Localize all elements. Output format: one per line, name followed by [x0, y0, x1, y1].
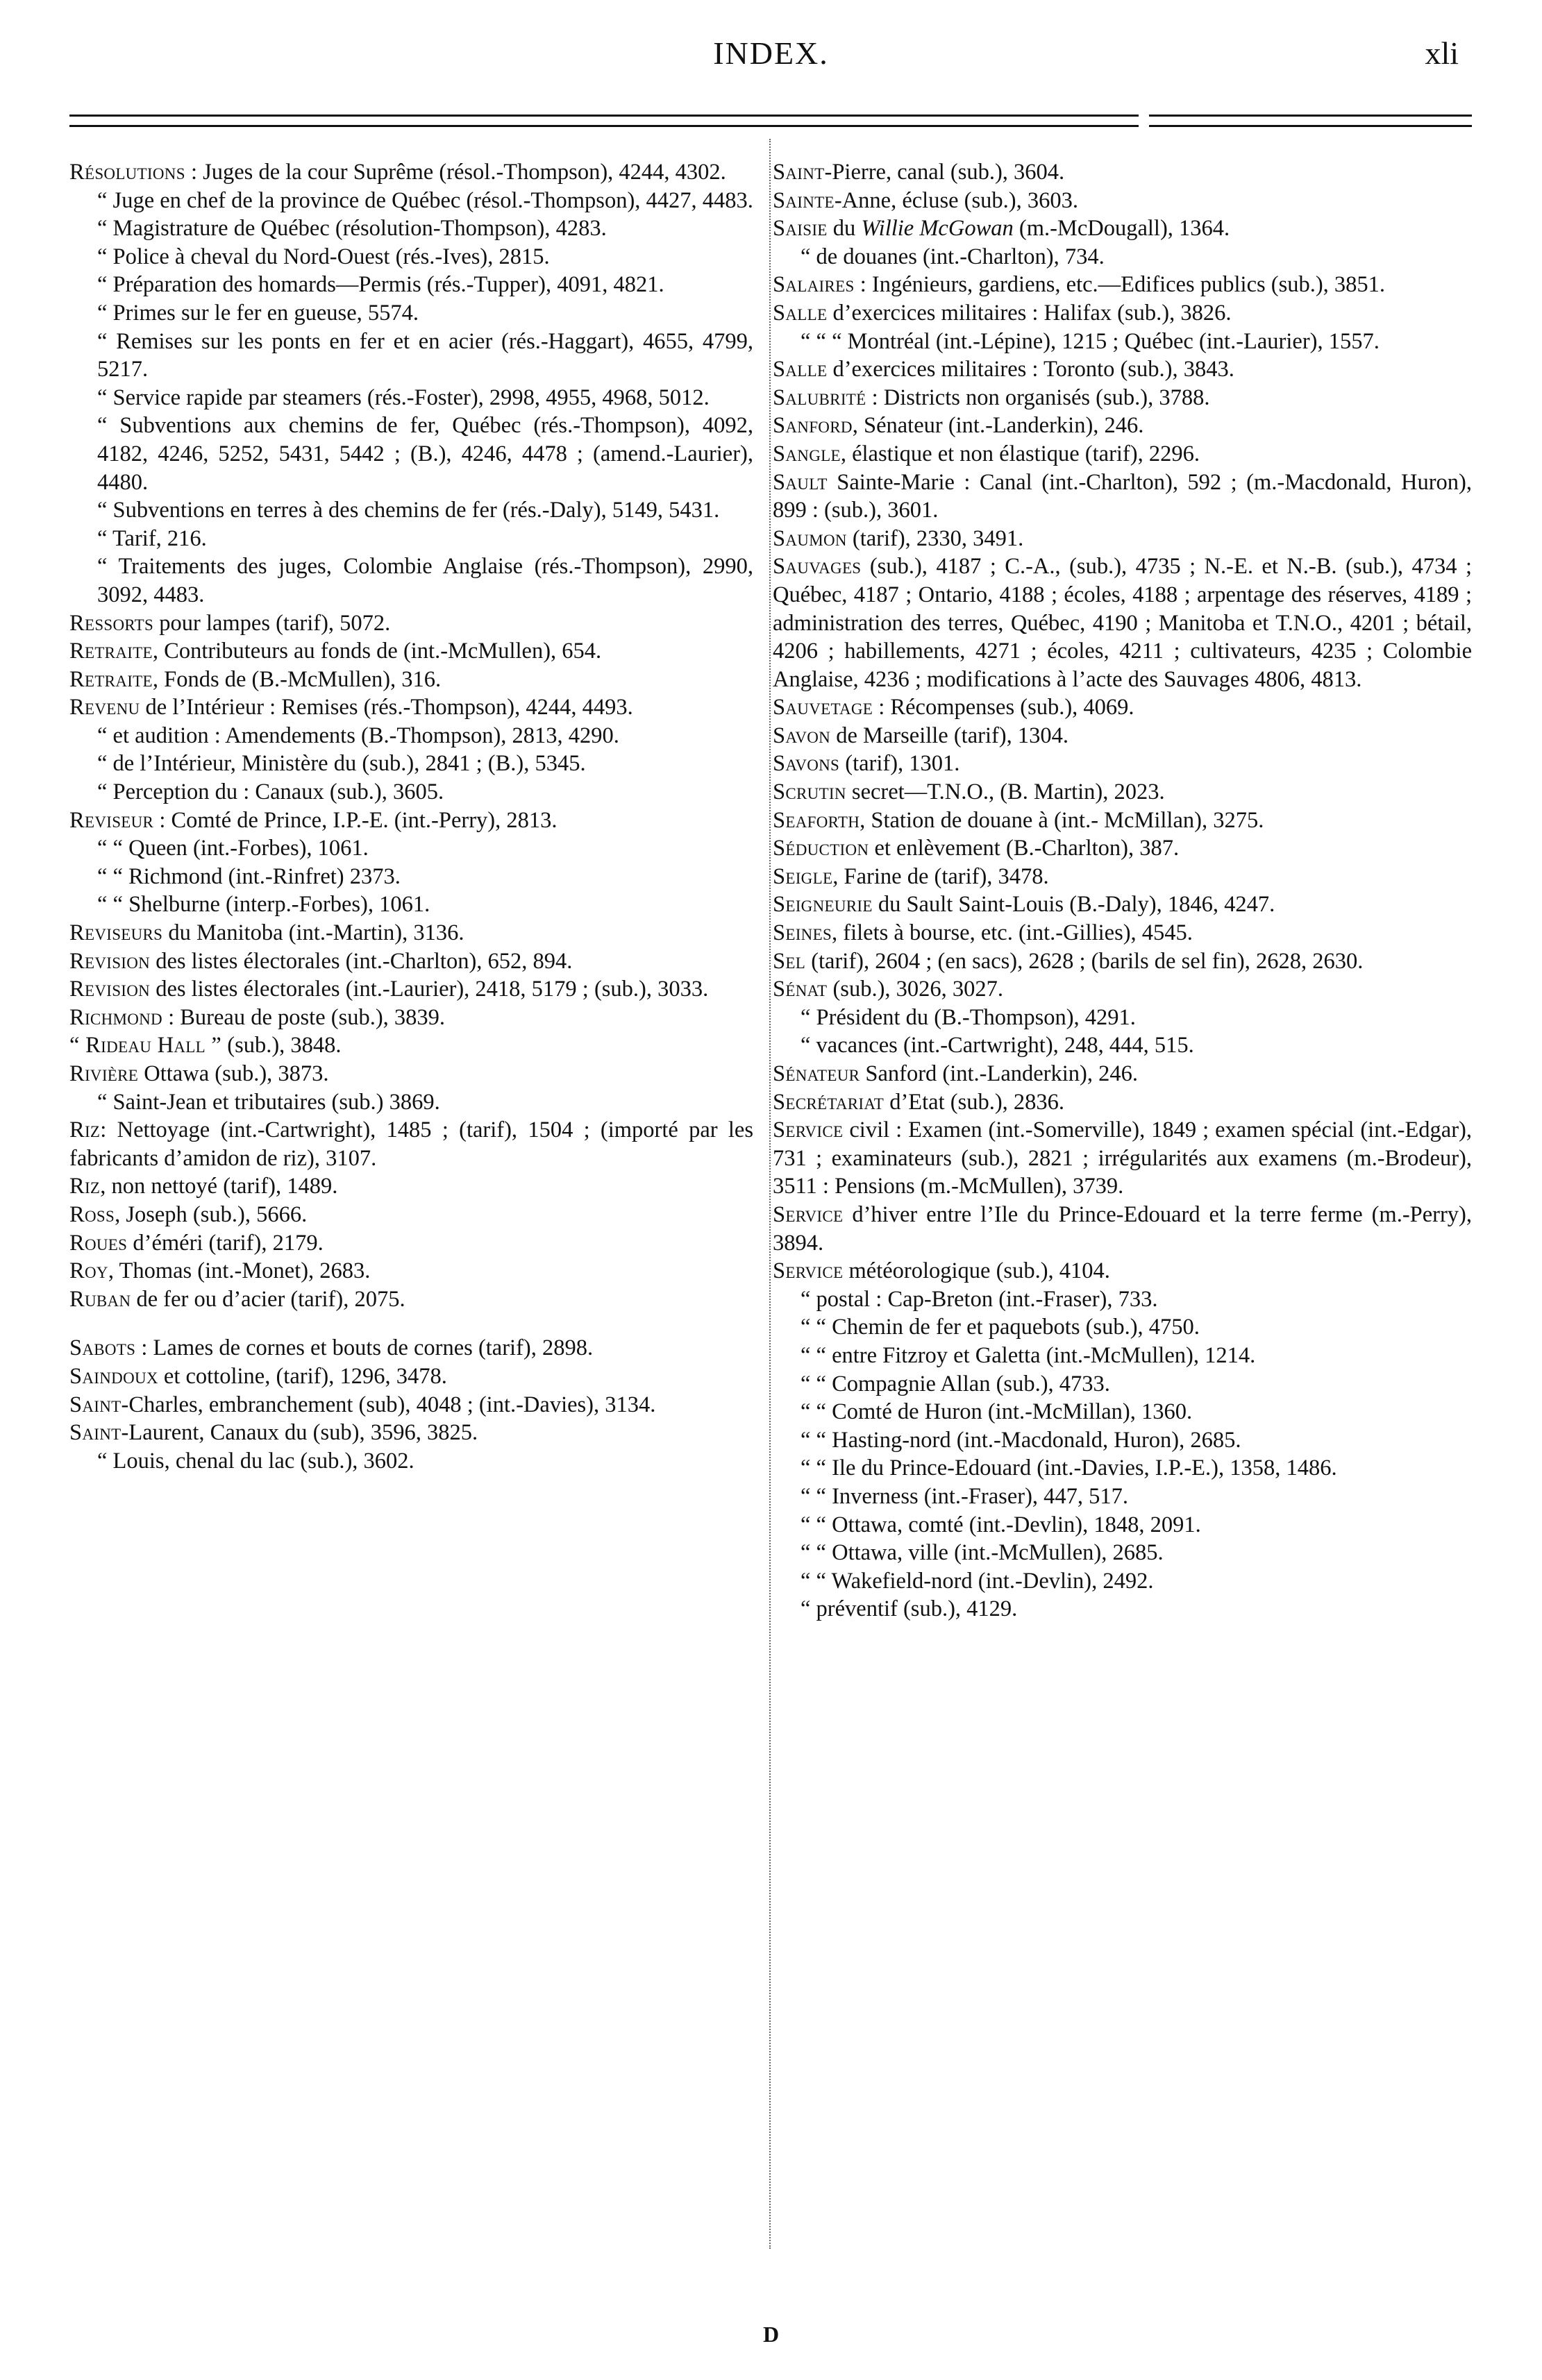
index-subentry: [69, 722, 753, 750]
index-entry: [773, 891, 1472, 919]
entry-text: “ Juge en chef de la province de Québec (résol.-Thompson), 4427, 4483.: [97, 187, 753, 213]
entry-text: : Récompenses (sub.), 4069.: [873, 695, 1134, 720]
entry-text: “ Primes sur le fer en gueuse, 5574.: [97, 300, 419, 326]
entry-heading: Résolutions: [69, 160, 185, 185]
index-subentry: [773, 1539, 1472, 1567]
entry-text: “ Subventions en terres à des chemins de fer (rés.-Daly), 5149, 5431.: [97, 498, 720, 523]
index-entry: [773, 1201, 1472, 1257]
entry-heading: Riz: [69, 1117, 101, 1143]
entry-text: “ “ Wakefield-nord (int.-Devlin), 2492.: [801, 1568, 1154, 1594]
entry-text: , Fonds de (B.-McMullen), 316.: [152, 666, 442, 692]
entry-text: d’éméri (tarif), 2179.: [127, 1230, 324, 1256]
entry-heading: Sauvetage: [773, 695, 873, 720]
entry-heading: Roy: [69, 1258, 108, 1284]
entry-heading: Service: [773, 1258, 844, 1284]
entry-text: “ Police à cheval du Nord-Ouest (rés.-Ives), 2815.: [97, 244, 550, 269]
index-subentry: [773, 1595, 1472, 1623]
index-entry: [773, 750, 1472, 778]
entry-heading: Seines: [773, 920, 832, 946]
entry-heading: Retraite: [69, 639, 153, 664]
entry-text: “ Service rapide par steamers (rés.-Foster), 2998, 4955, 4968, 5012.: [97, 385, 710, 410]
entry-text: “ Tarif, 216.: [97, 525, 207, 551]
entry-text: “ “ Ottawa, ville (int.-McMullen), 2685.: [801, 1540, 1164, 1566]
entry-heading: Savons: [773, 751, 840, 777]
entry-heading: Salubrité: [773, 385, 866, 410]
entry-text: “ “ entre Fitzroy et Galetta (int.-McMullen), 1214.: [801, 1342, 1256, 1368]
entry-text: : Juges de la cour Suprême (résol.-Thompson), 4244, 4302.: [185, 160, 726, 185]
entry-text: “ Remises sur les ponts en fer et en acier (rés.-Haggart), 4655, 4799, 5217.: [97, 328, 753, 382]
entry-heading: Retraite: [69, 666, 153, 692]
entry-text: “ postal : Cap-Breton (int.-Fraser), 733.: [801, 1286, 1158, 1312]
entry-text: , Contributeurs au fonds de (int.-McMullen), 654.: [152, 639, 602, 664]
index-subentry: [773, 1454, 1472, 1483]
entry-text: “ et audition : Amendements (B.-Thompson), 2813, 4290.: [97, 723, 619, 748]
entry-heading: Ruban: [69, 1286, 131, 1312]
page-title: INDEX.: [713, 35, 829, 71]
index-entry: [69, 158, 753, 187]
entry-text: “ Président du (B.-Thompson), 4291.: [801, 1004, 1136, 1030]
index-subentry: [69, 243, 753, 271]
index-subentry: [773, 1426, 1472, 1455]
index-entry: [69, 1031, 753, 1060]
index-entry: [69, 1229, 753, 1258]
entry-text: “ “ Queen (int.-Forbes), 1061.: [97, 836, 369, 861]
index-entry: [773, 1088, 1472, 1117]
entry-text: d’exercices militaires : Halifax (sub.), 3826.: [827, 300, 1232, 326]
entry-heading: Sault: [773, 469, 828, 495]
entry-text: “ de douanes (int.-Charlton), 734.: [801, 244, 1105, 269]
entry-text: “ Préparation des homards—Permis (rés.-Tupper), 4091, 4821.: [97, 272, 664, 298]
index-entry: [773, 469, 1472, 525]
entry-heading: Secrétariat: [773, 1089, 885, 1115]
index-subentry: [69, 187, 753, 215]
entry-text: Sanford (int.-Landerkin), 246.: [860, 1061, 1138, 1086]
index-subentry: [69, 525, 753, 553]
entry-heading: Saumon: [773, 525, 847, 551]
entry-text: (sub.), 3848.: [221, 1033, 342, 1058]
entry-heading: Riz: [69, 1174, 101, 1199]
index-entry: [69, 919, 753, 947]
entry-text: “ “ Inverness (int.-Fraser), 447, 517.: [801, 1483, 1129, 1509]
entry-text: , élastique et non élastique (tarif), 2296.: [840, 441, 1200, 466]
section-gap: [69, 1313, 753, 1334]
entry-text: et enlèvement (B.-Charlton), 387.: [869, 836, 1180, 861]
entry-text: (m.-McDougall), 1364.: [1013, 216, 1230, 242]
entry-text: “ “ Hasting-nord (int.-Macdonald, Huron), 2685.: [801, 1427, 1241, 1453]
entry-text: : Districts non organisés (sub.), 3788.: [866, 385, 1210, 410]
index-subentry: [69, 328, 753, 384]
index-entry: [773, 863, 1472, 891]
entry-text: météorologique (sub.), 4104.: [843, 1258, 1110, 1284]
index-entry: [773, 525, 1472, 553]
index-subentry: [69, 891, 753, 919]
entry-text: “ Saint-Jean et tributaires (sub.) 3869.: [97, 1089, 440, 1115]
entry-text: d’exercices militaires : Toronto (sub.), 3843.: [827, 357, 1234, 382]
entry-text: , Station de douane à (int.- McMillan), 3275.: [860, 807, 1264, 833]
index-entry: [69, 1116, 753, 1172]
index-entry: [69, 1334, 753, 1362]
entry-heading: Reviseurs: [69, 920, 163, 946]
entry-text: de fer ou d’acier (tarif), 2075.: [131, 1286, 405, 1312]
entry-heading: Seaforth: [773, 807, 860, 833]
entry-text: “ préventif (sub.), 4129.: [801, 1596, 1018, 1622]
entry-heading: Salle: [773, 300, 828, 326]
entry-heading: Ressorts: [69, 610, 154, 636]
index-entry: [69, 1362, 753, 1391]
entry-text: Ottawa (sub.), 3873.: [138, 1061, 329, 1086]
entry-text: , Sénateur (int.-Landerkin), 246.: [852, 413, 1144, 439]
index-entry: [773, 412, 1472, 440]
entry-heading: Sauvages: [773, 554, 862, 580]
index-subentry: [69, 863, 753, 891]
index-entry: [773, 1116, 1472, 1201]
index-subentry: [69, 778, 753, 807]
entry-text: “ Perception du : Canaux (sub.), 3605.: [97, 779, 444, 805]
entry-text: “ de l’Intérieur, Ministère du (sub.), 2841 ; (B.), 5345.: [97, 751, 586, 777]
entry-heading: Revenu: [69, 695, 140, 720]
index-entry: [773, 947, 1472, 976]
entry-text: : Comté de Prince, I.P.-E. (int.-Perry), 2813.: [153, 807, 558, 833]
entry-text: secret—T.N.O., (B. Martin), 2023.: [846, 779, 1165, 805]
entry-text: “ Subventions aux chemins de fer, Québec (rés.-Thompson), 4092, 4182, 4246, 5252, 5431, 5442 ; (B.), 4246, 4478 ; (amend.-Laurier), 4480.: [97, 413, 753, 495]
entry-text: du: [827, 216, 862, 242]
entry-heading: Sénateur: [773, 1061, 860, 1086]
entry-heading: Séduction: [773, 836, 869, 861]
entry-text: “ “ Comté de Huron (int.-McMillan), 1360.: [801, 1399, 1193, 1425]
entry-text: (tarif), 2330, 3491.: [846, 525, 1024, 551]
entry-text: du Sault Saint-Louis (B.-Daly), 1846, 4247.: [872, 892, 1275, 918]
index-subentry: [773, 1313, 1472, 1342]
index-entry: [69, 1257, 753, 1285]
index-entry: [69, 1419, 753, 1447]
entry-heading: Sainte: [773, 187, 835, 213]
index-entry: [773, 299, 1472, 328]
entry-heading: Sénat: [773, 977, 828, 1002]
entry-heading: Rivière: [69, 1061, 139, 1086]
entry-heading: Salle: [773, 357, 828, 382]
entry-text: : Bureau de poste (sub.), 3839.: [162, 1004, 446, 1030]
index-entry: [773, 1257, 1472, 1285]
index-entry: [773, 158, 1472, 187]
entry-heading: Roues: [69, 1230, 128, 1256]
index-entry: [773, 778, 1472, 807]
index-entry: [773, 384, 1472, 412]
index-subentry: [773, 1285, 1472, 1314]
index-entry: [69, 1391, 753, 1419]
entry-heading: Seigneurie: [773, 892, 873, 918]
entry-heading: Sangle: [773, 441, 841, 466]
index-subentry: [69, 1447, 753, 1476]
entry-text: d’hiver entre l’Ile du Prince-Edouard et la terre ferme (m.-Perry), 3894.: [773, 1201, 1472, 1256]
entry-text: pour lampes (tarif), 5072.: [153, 610, 391, 636]
index-entry: [773, 440, 1472, 469]
entry-heading: Sel: [773, 948, 806, 974]
signature-mark: D: [762, 2322, 780, 2347]
entry-heading: Service: [773, 1201, 844, 1227]
entry-text: “ “ Ile du Prince-Edouard (int.-Davies, I.P.-E.), 1358, 1486.: [801, 1455, 1337, 1481]
index-subentry: [69, 214, 753, 243]
entry-heading: Saint: [69, 1420, 121, 1446]
index-entry: [773, 807, 1472, 835]
entry-text: “ “ Chemin de fer et paquebots (sub.), 4750.: [801, 1315, 1200, 1340]
index-entry: [69, 609, 753, 638]
index-subentry: [69, 552, 753, 609]
entry-text: : Ingénieurs, gardiens, etc.—Edifices publics (sub.), 3851.: [854, 272, 1386, 298]
index-entry: [69, 1004, 753, 1032]
index-subentry: [773, 1004, 1472, 1032]
entry-heading: Reviseur: [69, 807, 154, 833]
index-entry: [69, 1172, 753, 1201]
index-entry: [773, 919, 1472, 947]
page-header: [0, 35, 1542, 90]
entry-text: -Pierre, canal (sub.), 3604.: [824, 160, 1065, 185]
page-number: xli: [1425, 35, 1459, 71]
index-subentry: [773, 1031, 1472, 1060]
entry-heading: Richmond: [69, 1004, 162, 1030]
index-entry: [69, 637, 753, 666]
index-subentry: [69, 271, 753, 299]
entry-text: -Charles, embranchement (sub), 4048 ; (int.-Davies), 3134.: [121, 1392, 656, 1417]
entry-text: , filets à bourse, etc. (int.-Gillies), 4545.: [832, 920, 1193, 946]
entry-heading: Service: [773, 1117, 844, 1143]
index-entry: [773, 271, 1472, 299]
index-subentry: [69, 299, 753, 328]
index-entry: [69, 1060, 753, 1088]
index-subentry: [773, 1370, 1472, 1399]
index-column-left: [69, 158, 753, 1475]
index-entry: [773, 214, 1472, 243]
entry-text: (tarif), 1301.: [839, 751, 960, 777]
entry-italic: Willie McGowan: [861, 216, 1014, 242]
entry-text: , Thomas (int.-Monet), 2683.: [108, 1258, 371, 1284]
index-subentry: [773, 1398, 1472, 1426]
entry-text: “ “ Ottawa, comté (int.-Devlin), 1848, 2091.: [801, 1512, 1201, 1537]
entry-text: (sub.), 3026, 3027.: [827, 977, 1004, 1002]
index-entry: [69, 693, 753, 722]
index-entry: [773, 722, 1472, 750]
index-entry: [773, 834, 1472, 863]
entry-heading: Scrutin: [773, 779, 846, 805]
index-subentry: [773, 1567, 1472, 1596]
header-rule-left: [69, 115, 1139, 127]
entry-heading: Saindoux: [69, 1363, 158, 1389]
entry-text: -Laurent, Canaux du (sub), 3596, 3825.: [121, 1420, 478, 1446]
entry-text: “ “ Compagnie Allan (sub.), 4733.: [801, 1371, 1110, 1396]
index-entry: [773, 187, 1472, 215]
entry-heading: Saint: [69, 1392, 121, 1417]
entry-text: : Nettoyage (int.-Cartwright), 1485 ; (tarif), 1504 ; (importé par les fabricants d’amidon de riz), 3107.: [69, 1117, 753, 1171]
index-entry: [69, 975, 753, 1004]
index-subentry: [773, 243, 1472, 271]
index-subentry: [69, 384, 753, 412]
entry-text: du Manitoba (int.-Martin), 3136.: [162, 920, 464, 946]
index-entry: [773, 552, 1472, 693]
entry-text: , Joseph (sub.), 5666.: [115, 1201, 308, 1227]
entry-text: d’Etat (sub.), 2836.: [884, 1089, 1065, 1115]
index-subentry: [773, 1342, 1472, 1370]
entry-heading: Seigle: [773, 863, 833, 889]
entry-heading: Saint: [773, 160, 825, 185]
entry-text: (sub.), 4187 ; C.-A., (sub.), 4735 ; N.-E. et N.-B. (sub.), 4734 ; Québec, 4187 ; Ontario, 4188 ; écoles, 4188 ; arpentage des réserves, 4189 ; administration des terres, Québec, 4190 ; Manitoba et T.N.O., 4201 ; bétail, 4206 ; habillements, 4271 ; écoles, 4211 ; cultivateurs, 4235 ; Colombie Anglaise, 4236 ; modifications à l’acte des Sauvages 4806, 4813.: [773, 554, 1472, 692]
entry-text: des listes électorales (int.-Charlton), 652, 894.: [150, 948, 573, 974]
entry-heading: Sabots: [69, 1335, 136, 1361]
entry-heading: Savon: [773, 723, 831, 748]
index-column-right: [773, 158, 1472, 1623]
entry-heading: Saisie: [773, 216, 828, 242]
entry-text: “ vacances (int.-Cartwright), 248, 444, 515.: [801, 1033, 1194, 1058]
entry-text: : Lames de cornes et bouts de cornes (tarif), 2898.: [135, 1335, 594, 1361]
index-entry: [69, 807, 753, 835]
index-subentry: [773, 1483, 1472, 1511]
entry-text: Sainte-Marie : Canal (int.-Charlton), 592 ; (m.-Macdonald, Huron), 899 : (sub.), 3601.: [773, 469, 1472, 523]
index-subentry: [69, 834, 753, 863]
index-entry: [773, 693, 1472, 722]
index-subentry: [69, 496, 753, 525]
entry-heading: Revision: [69, 948, 151, 974]
index-entry: [69, 666, 753, 694]
index-entry: [69, 947, 753, 976]
entry-text: “ Magistrature de Québec (résolution-Thompson), 4283.: [97, 216, 607, 242]
entry-heading: Sanford: [773, 413, 853, 439]
entry-heading: Ross: [69, 1201, 115, 1227]
entry-heading: Revision: [69, 977, 151, 1002]
header-rule-right: [1149, 115, 1472, 127]
index-subentry: [773, 1511, 1472, 1539]
entry-text: “ “ Shelburne (interp.-Forbes), 1061.: [97, 892, 430, 918]
entry-heading: “ Rideau Hall ”: [69, 1033, 222, 1058]
index-entry: [773, 355, 1472, 384]
entry-heading: Salaires: [773, 272, 855, 298]
index-entry: [773, 1060, 1472, 1088]
entry-text: -Anne, écluse (sub.), 3603.: [834, 187, 1078, 213]
column-divider: [769, 139, 771, 2249]
entry-text: civil : Examen (int.-Somerville), 1849 ; examen spécial (int.-Edgar), 731 ; examinateurs (sub.), 2821 ; irrégularités aux examens (m.-Brodeur), 3511 : Pensions (m.-McMullen), 3739.: [773, 1117, 1472, 1199]
index-subentry: [69, 750, 753, 778]
index-subentry: [69, 1088, 753, 1117]
entry-text: , Farine de (tarif), 3478.: [832, 863, 1049, 889]
entry-text: (tarif), 2604 ; (en sacs), 2628 ; (barils de sel fin), 2628, 2630.: [805, 948, 1364, 974]
index-subentry: [773, 328, 1472, 356]
entry-text: “ Traitements des juges, Colombie Anglaise (rés.-Thompson), 2990, 3092, 4483.: [97, 554, 753, 607]
index-entry: [69, 1201, 753, 1229]
entry-text: “ “ “ Montréal (int.-Lépine), 1215 ; Québec (int.-Laurier), 1557.: [801, 328, 1380, 354]
entry-text: de Marseille (tarif), 1304.: [830, 723, 1068, 748]
entry-text: “ Louis, chenal du lac (sub.), 3602.: [97, 1448, 414, 1474]
index-entry: [773, 975, 1472, 1004]
entry-text: des listes électorales (int.-Laurier), 2418, 5179 ; (sub.), 3033.: [150, 977, 709, 1002]
entry-text: et cottoline, (tarif), 1296, 3478.: [158, 1363, 447, 1389]
entry-text: de l’Intérieur : Remises (rés.-Thompson), 4244, 4493.: [140, 695, 633, 720]
entry-text: “ “ Richmond (int.-Rinfret) 2373.: [97, 863, 401, 889]
index-entry: [69, 1285, 753, 1314]
index-subentry: [69, 412, 753, 496]
entry-text: , non nettoyé (tarif), 1489.: [100, 1174, 338, 1199]
